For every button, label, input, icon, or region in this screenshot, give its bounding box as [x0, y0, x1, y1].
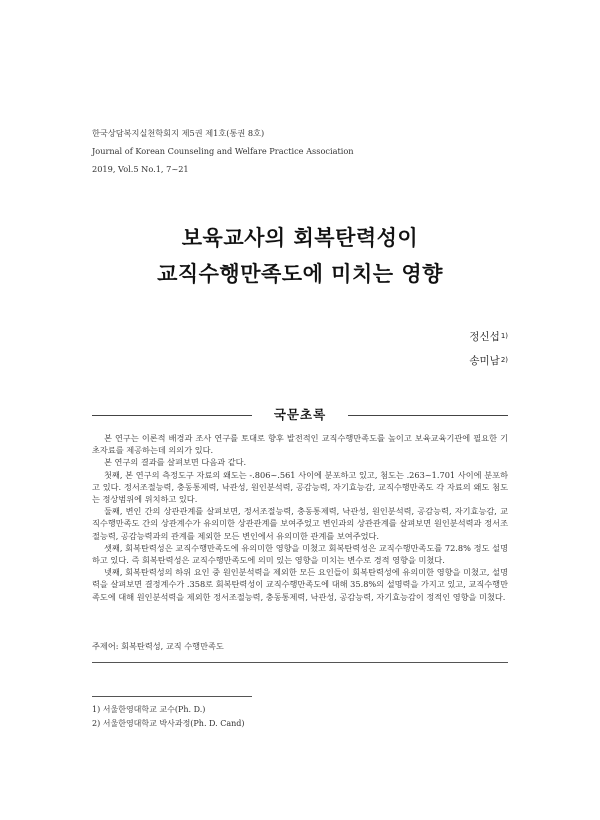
author-footnote-mark: 1)	[500, 332, 508, 340]
keywords: 주제어: 회복탄력성, 교직 수행만족도	[92, 641, 224, 651]
abstract-heading	[92, 405, 508, 425]
keywords-divider	[92, 662, 508, 663]
journal-korean-name: 한국상담복지실천학회지 제5권 제1호(통권 8호)	[92, 128, 265, 138]
abstract-heading-label: 국문초록	[273, 407, 327, 422]
footnote-2: 2) 서울한영대학교 박사과정(Ph. D. Cand)	[92, 719, 245, 728]
paper-title-line2: 교직수행만족도에 미치는 영향	[157, 262, 443, 286]
abstract-paragraph: 본 연구의 결과를 살펴보면 다음과 같다.	[104, 457, 247, 468]
journal-english-name: Journal of Korean Counseling and Welfare Practice Association	[92, 146, 354, 156]
author-2	[469, 349, 508, 373]
footnotes	[92, 703, 245, 731]
journal-citation: 2019, Vol.5 No.1, 7~21	[92, 164, 189, 174]
author-1	[469, 325, 508, 349]
abstract-paragraph: 셋째, 회복탄력성은 교직수행만족도에 유의미한 영향을 미쳤고 회복탄력성은 교직수행만족도를 72.8% 정도 설명하고 있다. 즉 회복탄력성은 교직수행만족도에 의미 있는 영향을 미치는 변수로 경적 영향을 미쳤다.	[92, 542, 508, 566]
footnote-1: 1) 서울한영대학교 교수(Ph. D.)	[92, 705, 206, 714]
abstract-paragraph: 본 연구는 이론적 배경과 조사 연구를 토대로 향후 발전적인 교직수행만족도를 높이고 보육교육기관에 필요한 기초자료를 제공하는데 의의가 있다.	[92, 433, 508, 456]
journal-header	[92, 124, 354, 178]
abstract-body	[92, 432, 508, 603]
abstract-paragraph: 둘째, 변인 간의 상관관계를 살펴보면, 정서조절능력, 충동통제력, 낙관성, 원인분석력, 공감능력, 자기효능감, 교직수행만족도 간의 상관계수가 유의미한 상관관계를 보여주었고 변인과의 상관관계를 살펴보면 원인분석력과 정서조절능력, 공감능력과의 관계를 제외한 모든 변인에서 유의미한 관계를 보여주었다.	[92, 506, 508, 541]
footnote-divider	[92, 696, 252, 697]
paper-title-line1: 보육교사의 회복탄력성이	[181, 226, 419, 250]
heading-rule-right	[348, 415, 508, 416]
author-footnote-mark: 2)	[500, 356, 508, 364]
author-name: 정신섭	[469, 331, 500, 343]
author-name: 송미남	[469, 355, 500, 367]
author-list	[469, 325, 508, 373]
abstract-paragraph: 넷째, 회복탄력성의 하위 요인 중 원인분석력을 제외한 모든 요인들이 회복탄력성에 유의미한 영향을 미쳤고, 설명력을 살펴보면 결정계수가 .358로 회복탄력성이 교직수행만족도에 대해 35.8%의 설명력을 가지고 있고, 교직수행만족도에 대해 원인분석력을 제외한 정서조절능력, 충동통제력, 낙관성, 공감능력, 자기효능감이 정적인 영향을 미쳤다.	[92, 567, 508, 602]
abstract-paragraph: 첫째, 본 연구의 측정도구 자료의 왜도는 -.806~.561 사이에 분포하고 있고, 첨도는 .263~1.701 사이에 분포하고 있다. 정서조절능력, 충동통제력, 낙관성, 원인분석력, 공감능력, 자기효능감, 교직수행만족도 각 자료의 왜도 첨도는 정상범위에 위치하고 있다.	[92, 469, 508, 505]
